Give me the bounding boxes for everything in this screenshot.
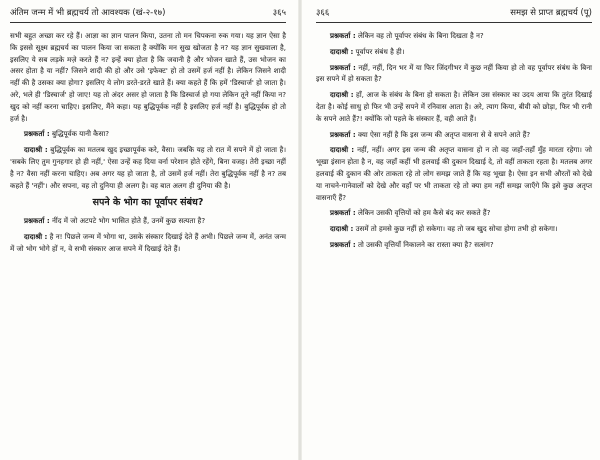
speaker-label: प्रश्नकर्ता : xyxy=(330,31,356,40)
header-rule xyxy=(10,22,286,23)
paragraph-text: तो उसकी वृत्तियाँ निकालने का रास्ता क्या है? सत्संग? xyxy=(355,239,494,249)
section-heading: सपने के भोग का पूर्वापर संबंध? xyxy=(92,197,204,209)
paragraph xyxy=(10,128,286,140)
paragraph xyxy=(10,215,286,227)
paragraph xyxy=(316,89,592,124)
running-title: समझ से प्राप्त ब्रह्मचर्य (पू) xyxy=(510,8,592,18)
right-page xyxy=(306,0,600,460)
paragraph xyxy=(10,231,286,255)
paragraph-text: उसमें तो हमसे कुछ नहीं हो सकेगा। वह तो जब खुद सोचा होगा तभी हो सकेगा। xyxy=(353,224,558,234)
speaker-label: दादाश्री : xyxy=(330,145,355,155)
book-gutter xyxy=(298,0,302,460)
speaker-label: दादाश्री : xyxy=(330,224,354,234)
paragraph-text: सभी बहुत अच्छा कर रहे हैं। आज्ञा का ज्ञान पालन किया, उतना तो मन चिपकना रुक गया। यह ज्ञान ऐसा है कि इससे सूक्ष्म ब्रह्मचर्य का पालन किया जा सकता है क्योंकि मन सुख खोजता है न? यह ज्ञान सुखवाला है, इसलिए ये सब लड़के मज़े करते हैं न? इन्हें क्या होता है कि जवानी है और भोजन खाते हैं, उस भोजन का असर होता है या नहीं? जिसने शादी की हो और उसे 'इफेक्ट' हो तो उसमें हर्ज नहीं है। लेकिन जिसने शादी नहीं की है उसका क्या होगा? इसलिए ये लोग डरते-डरते खाते हैं। क्या कहते हैं कि हमें 'डिस्चार्ज' हो जाता है। अरे, भले ही 'डिस्चार्ज' हो जाए! यह तो अंदर असर हो जाता है कि डिस्चार्ज हो गया लेकिन तूने नहीं किया न? खुद को नहीं करना चाहिए। इसलिए, मैंने कहा। यह बुद्धिपूर्वक नहीं है इसलिए हर्ज नहीं है। बुद्धिपूर्वक हो तो हर्ज है। xyxy=(10,31,286,123)
page-body xyxy=(316,30,592,255)
paragraph xyxy=(10,30,286,124)
speaker-label: दादाश्री : xyxy=(24,231,48,241)
paragraph xyxy=(316,239,592,251)
speaker-label: दादाश्री : xyxy=(24,145,48,155)
paragraph-text: बुद्धिपूर्वक का मतलब खुद इच्छापूर्वक करे, वैसा। जबकि यह तो रात में सपने में हो जाता है। 'सबके लिए तुम गुनहगार हो ही नहीं,' ऐसा उन्हें कह दिया वर्ना परेशान होते रहेंगे, बिना वजह। तेरी इच्छा नहीं है न? वैसा नहीं करना चाहिए। अब अगर यह हो जाता है, तो उसमें हर्ज नहीं। तेरा बुद्धिपूर्वक नहीं है न? तब कहते हैं 'नहीं'। और सपना, वह तो दुनिया ही अलग है। वह बात अलग ही दुनिया की है। xyxy=(10,145,287,190)
header-rule xyxy=(316,22,592,23)
paragraph-text: लेकिन उसकी वृत्तियों को हम कैसे बंद कर सकते हैं? xyxy=(355,208,491,218)
paragraph-text: है न! पिछले जन्म में भोगा था, उसके संस्कार दिखाई देते हैं अभी। पिछले जन्म में, अनंत जन्म में जो भोग भोगे हों न, वे सभी संस्कार आज सपने में दिखाई देते हैं। xyxy=(10,231,287,253)
speaker-label: प्रश्नकर्ता : xyxy=(24,216,50,226)
paragraph-text: बुद्धिपूर्वक यानी कैसा? xyxy=(49,129,110,139)
paragraph xyxy=(316,144,592,203)
paragraph-text: हाँ, आज के संबंध के बिना हो सकता है। लेकिन उस संस्कार का उदय आया कि तुरंत दिखाई देता है। कोई साधु हो फिर भी उन्हें सपने में रनिवास आता है। अरे, त्याग किया, बीवी को छोड़ा, फिर भी रानी के सपने आते हैं?! क्योंकि जो पहले के संस्कार हैं, वही आते हैं। xyxy=(316,90,593,123)
paragraph-text: नींद में जो अटपटे भोग भासित होते हैं, उनमें कुछ सत्यता है? xyxy=(49,216,206,226)
speaker-label: प्रश्नकर्ता : xyxy=(330,239,356,249)
paragraph xyxy=(316,223,592,235)
page-header xyxy=(10,6,286,20)
speaker-label: प्रश्नकर्ता : xyxy=(24,129,50,139)
page-number: ३६५ xyxy=(272,8,286,18)
left-page xyxy=(0,0,294,460)
speaker-label: दादाश्री : xyxy=(330,46,354,56)
paragraph xyxy=(10,144,286,191)
page-header xyxy=(316,6,592,20)
paragraph-text: पूर्वापर संबंध है ही। xyxy=(353,46,405,56)
speaker-label: प्रश्नकर्ता : xyxy=(330,62,356,72)
page-body xyxy=(10,30,286,259)
paragraph xyxy=(316,46,592,58)
speaker-label: प्रश्नकर्ता : xyxy=(330,208,356,218)
paragraph-text: लेकिन वह तो पूर्वापर संबंध के बिना दिखता है न? xyxy=(355,31,484,40)
paragraph-text: नहीं, नहीं, दिन भर में या फिर जिंदगीभर में कुछ नहीं किया हो तो वह पूर्वापर संबंध के बिना इस सपने में हो सकता है? xyxy=(316,62,592,84)
paragraph xyxy=(316,207,592,219)
paragraph xyxy=(316,129,592,141)
paragraph-text: नहीं, नहीं। अगर इस जन्म की अतृप्त वासना हो न तो वह जहाँ-तहाँ मुँह मारता रहेगा। जो भूखा इंसान होता है न, वह जहाँ कहीं भी हलवाई की दुकान दिखाई दे, तो वहीं ताकता रहता है। मतलब अगर हलवाई की दुकान की ओर ताकता रहे तो लोग समझ जाते हैं कि यह भूखा है। ऐसा इन सभी औरतों को देखे या नाचने-गानेवालों को देखे और वहाँ पर भी ताकता रहे तो क्या हम नहीं समझ जाएँगे कि इसे कुछ अतृप्त वासनाएँ हैं? xyxy=(316,145,592,202)
speaker-label: दादाश्री : xyxy=(330,90,354,100)
running-title: अंतिम जन्म में भी ब्रह्मचर्य तो आवश्यक (खं-२-१७) xyxy=(10,8,166,18)
paragraph xyxy=(316,62,592,86)
speaker-label: प्रश्नकर्ता : xyxy=(330,129,356,139)
paragraph-text: क्या ऐसा नहीं है कि इस जन्म की अतृप्त वासना से वे सपने आते हैं? xyxy=(355,129,531,139)
paragraph xyxy=(316,30,592,42)
page-number: ३६६ xyxy=(316,8,330,18)
